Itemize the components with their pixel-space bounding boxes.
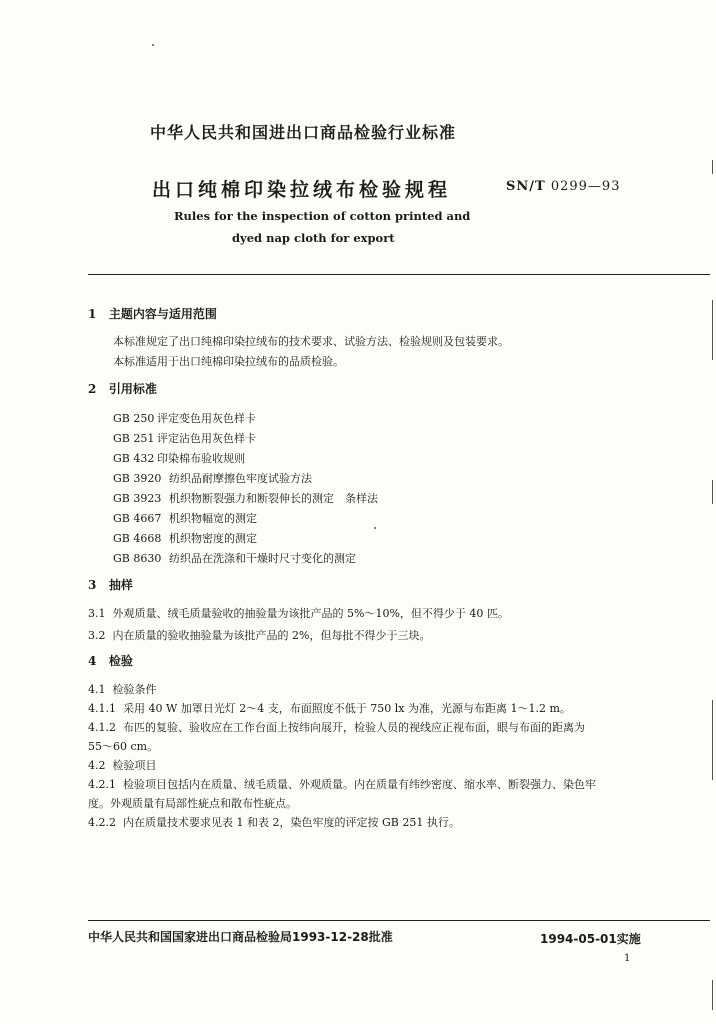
scan-mark xyxy=(712,700,713,780)
english-title-line2: dyed nap cloth for export xyxy=(232,231,395,245)
reference-item: GB 3923 机织物断裂强力和断裂伸长的测定 条样法 xyxy=(113,492,378,505)
document-title: 出口纯棉印染拉绒布检验规程 xyxy=(152,179,452,201)
paragraph: 本标准适用于出口纯棉印染拉绒布的品质检验。 xyxy=(113,355,344,368)
reference-item: GB 250 评定变色用灰色样卡 xyxy=(113,412,256,425)
clause-3-2: 3.2 内在质量的验收抽验量为该批产品的 2%，但每批不得少于三块。 xyxy=(88,629,431,642)
standard-number-value: 0299—93 xyxy=(550,179,621,194)
header-divider xyxy=(88,274,710,275)
clause-4-1-1: 4.1.1 采用 40 W 加罩日光灯 2～4 支，布面照度不低于 750 lx 为准，光源与布距离 1～1.2 m。 xyxy=(88,702,571,715)
section-title: 引用标准 xyxy=(108,382,157,396)
section-title: 抽样 xyxy=(108,578,133,592)
section-number: 4 xyxy=(88,654,97,668)
clause-4-2-1-continued: 度。外观质量有局部性疵点和散布性疵点。 xyxy=(88,797,297,810)
standard-number xyxy=(506,179,620,194)
clause-4-1-2-continued: 55～60 cm。 xyxy=(88,740,159,753)
scan-mark xyxy=(712,300,713,360)
section-3-heading xyxy=(88,576,133,593)
section-title: 主题内容与适用范围 xyxy=(108,307,217,321)
reference-item: GB 4668 机织物密度的测定 xyxy=(113,532,257,545)
reference-item: GB 8630 纺织品在洗涤和干燥时尺寸变化的测定 xyxy=(113,552,356,565)
effective-date: 1994-05-01实施 xyxy=(540,932,641,946)
section-title: 检验 xyxy=(108,654,133,668)
section-2-heading xyxy=(88,380,157,397)
scan-mark xyxy=(712,160,713,174)
section-number: 2 xyxy=(88,382,97,396)
footer-divider xyxy=(88,920,710,921)
clause-4-2-1: 4.2.1 检验项目包括内在质量、绒毛质量、外观质量。内在质量有纬纱密度、缩水率、断裂强力、染色牢 xyxy=(88,778,596,791)
clause-3-1: 3.1 外观质量、绒毛质量验收的抽验量为该批产品的 5%～10%，但不得少于 40 匹。 xyxy=(88,607,509,620)
clause-4-2: 4.2 检验项目 xyxy=(88,759,157,772)
standard-number-prefix: SN/T xyxy=(506,179,546,194)
reference-item: GB 3920 纺织品耐摩擦色牢度试验方法 xyxy=(113,472,312,485)
clause-4-1-2: 4.1.2 布匹的复验、验收应在工作台面上按纬向展开，检验人员的视线应正视布面，眼与布面的距离为 xyxy=(88,721,585,734)
reference-item: GB 4667 机织物幅宽的测定 xyxy=(113,512,257,525)
section-number: 1 xyxy=(88,307,97,321)
scan-mark xyxy=(712,480,713,504)
clause-4-2-2: 4.2.2 内在质量技术要求见表 1 和表 2，染色牢度的评定按 GB 251 执行。 xyxy=(88,816,460,829)
scan-speck xyxy=(152,44,154,46)
english-title-line1: Rules for the inspection of cotton printed and xyxy=(174,209,471,223)
approval-line: 中华人民共和国国家进出口商品检验局1993-12-28批准 xyxy=(88,930,393,944)
section-4-heading xyxy=(88,652,133,669)
paragraph: 本标准规定了出口纯棉印染拉绒布的技术要求、试验方法、检验规则及包装要求。 xyxy=(113,335,509,348)
section-1-heading xyxy=(88,305,217,322)
section-number: 3 xyxy=(88,578,97,592)
clause-4-1: 4.1 检验条件 xyxy=(88,683,157,696)
scan-speck xyxy=(374,527,376,529)
reference-item: GB 432 印染棉布验收规则 xyxy=(113,452,245,465)
standard-category: 中华人民共和国进出口商品检验行业标准 xyxy=(150,123,457,142)
page-number: 1 xyxy=(624,953,631,964)
reference-item: GB 251 评定沾色用灰色样卡 xyxy=(113,432,256,445)
scan-mark xyxy=(712,980,713,1010)
